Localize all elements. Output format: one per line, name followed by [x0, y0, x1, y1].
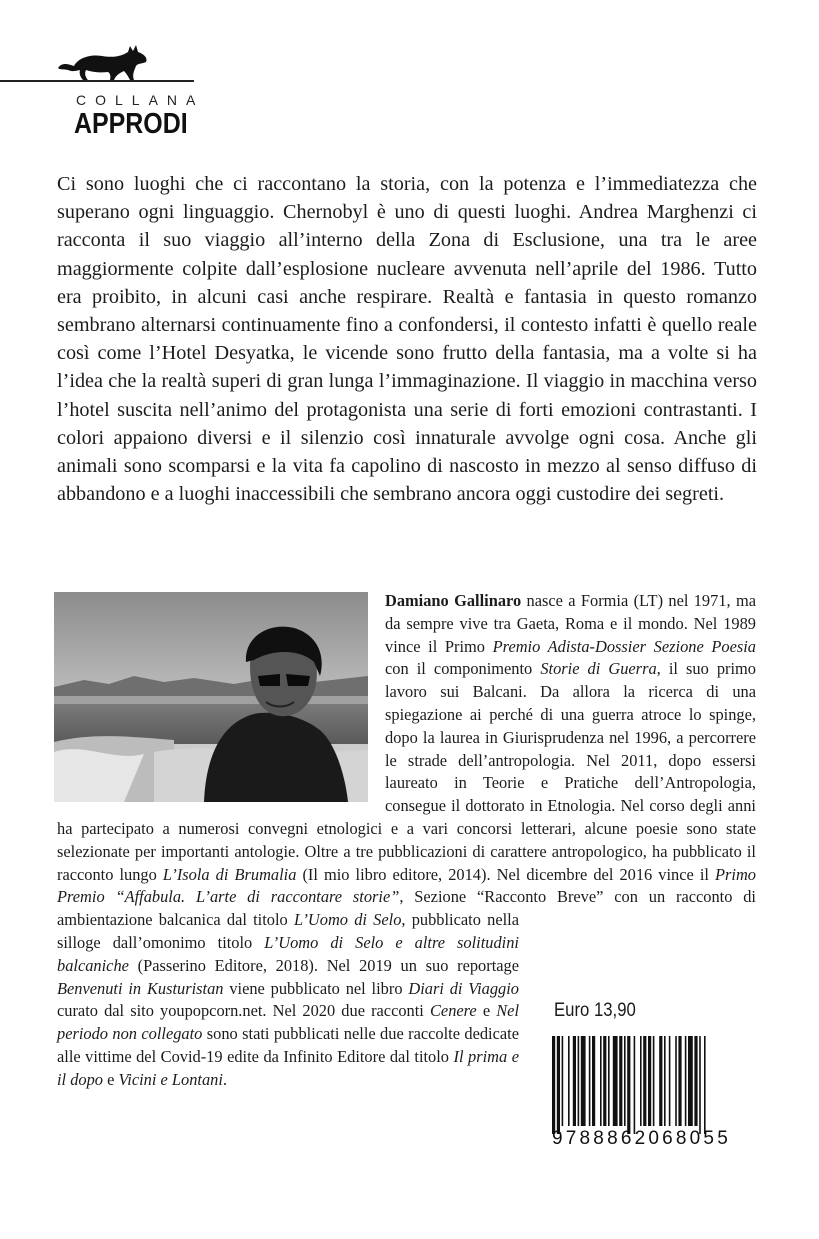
barcode-bar — [664, 1036, 666, 1126]
barcode-bar — [699, 1036, 701, 1134]
barcode-bar — [603, 1036, 606, 1126]
photo-wrap-space — [57, 590, 385, 806]
barcode-bar — [688, 1036, 693, 1126]
price-label: Euro 13,90 — [554, 1000, 636, 1021]
series-label: COLLANA — [76, 92, 205, 108]
isbn-number: 9788862068055 — [552, 1128, 731, 1149]
barcode-bar — [648, 1036, 651, 1126]
barcode-bar — [589, 1036, 591, 1126]
barcode-bar — [685, 1036, 687, 1126]
barcode-bar — [653, 1036, 655, 1126]
barcode-bar — [694, 1036, 697, 1126]
series-logo — [0, 44, 205, 144]
barcode-icon — [552, 1036, 758, 1134]
barcode-bar — [640, 1036, 642, 1126]
barcode-bar — [624, 1036, 626, 1126]
barcode-bar — [643, 1036, 646, 1126]
cat-icon — [56, 44, 152, 82]
barcode-bar — [568, 1036, 570, 1126]
barcode-bar — [627, 1036, 630, 1134]
logo-rule — [0, 80, 194, 82]
barcode-bar — [592, 1036, 595, 1126]
synopsis-text: Ci sono luoghi che ci raccontano la storia, con la potenza e l’immediatezza che superano ogni linguaggio. Chernobyl è uno di questi luoghi. Andrea Marghenzi ci racconta il suo viaggio all’interno della Zona di Esclusione, una tra le aree maggiormente colpite dall’esplosione nucleare avvenuta nell’aprile del 1986. Tutto era proibito, in alcuni casi anche respirare. Realtà e fantasia in questo romanzo sembrano alternarsi continuamente fino a confondersi, il contesto infatti è quello reale così come l’Hotel Desyatka, le vicende sono frutto della fantasia, ma a volte si ha l’idea che la realtà superi di gran lunga l’immaginazione. Il viaggio in macchina verso l’hotel suscita nell’animo del protagonista una serie di forti emozioni contrastanti. I colori appaiono diversi e il silenzio così innaturale avvolge ogni cosa. Anche gli animali sono scomparsi e la vita fa capolino di nascosto in mezzo al senso diffuso di abbandono e a luoghi inaccessibili che sembrano ancora oggi custodire dei segreti. — [57, 173, 757, 506]
barcode-bar — [600, 1036, 602, 1126]
barcode-bar — [557, 1036, 560, 1134]
author-bio: Damiano Gallinaro nasce a Formia (LT) nel 1971, ma da sempre vive tra Gaeta, Roma e il mondo. Nel 1989 vince il Primo Premio Adista-Dossier Sezione Poesia con il componimento Storie di Guerra, il suo primo lavoro sui Balcani. Da allora la ricerca di una spiegazione ai perché di una guerra atroce lo spinge, dopo la laurea in Giurisprudenza nel 1996, a percorrere le strade dell’antropologia. Nel 2011, dopo essersi laureato in Teorie e Pratiche dell’Antropologia, consegue il dottorato in Etnologia. Nel corso degli anni ha partecipato a numerosi convegni etnologici e a vari concorsi letterari, alcune poesie sono state selezionate per importanti antologie. Oltre a tre pubblicazioni di carattere antropologico, ha pubblicato il racconto lungo L’Isola di Brumalia (Il mio libro editore, 2014). Nel dicembre del 2016 vince il Primo Premio “Affabula. L’arte di raccontare storie”, Sezione “Racconto Breve” con un racconto di ambientazione balcanica dal titolo L’Uomo di Selo, pubblicato nella silloge dall’omonimo titolo L’Uomo di Selo e altre solitudini balcaniche (Passerino Editore, 2018). Nel 2019 un suo reportage Benvenuti in Kusturistan viene pubblicato nel libro Diari di Viaggio curato dal sito youpopcorn.net. Nel 2020 due racconti Cenere e Nel periodo non collegato sono stati pubblicati nelle due raccolte dedicate alle vittime del Covid-19 edite da Infinito Editore dal titolo Il prima e il dopo e Vicini e Lontani. — [57, 590, 757, 1144]
barcode-bar — [562, 1036, 564, 1126]
barcode-bar — [659, 1036, 662, 1126]
barcode-bar — [613, 1036, 618, 1126]
barcode-bar — [678, 1036, 681, 1126]
barcode-bar — [573, 1036, 576, 1126]
barcode-bar — [634, 1036, 636, 1134]
barcode-bar — [608, 1036, 610, 1126]
barcode-bar — [675, 1036, 677, 1126]
barcode-bar — [578, 1036, 580, 1126]
author-name: Damiano Gallinaro — [385, 591, 522, 610]
barcode-bar — [669, 1036, 671, 1126]
series-name: APPRODI — [74, 108, 188, 140]
barcode-bar — [552, 1036, 555, 1134]
barcode-bar — [619, 1036, 622, 1126]
barcode-bar — [704, 1036, 706, 1134]
barcode-bar — [581, 1036, 586, 1126]
